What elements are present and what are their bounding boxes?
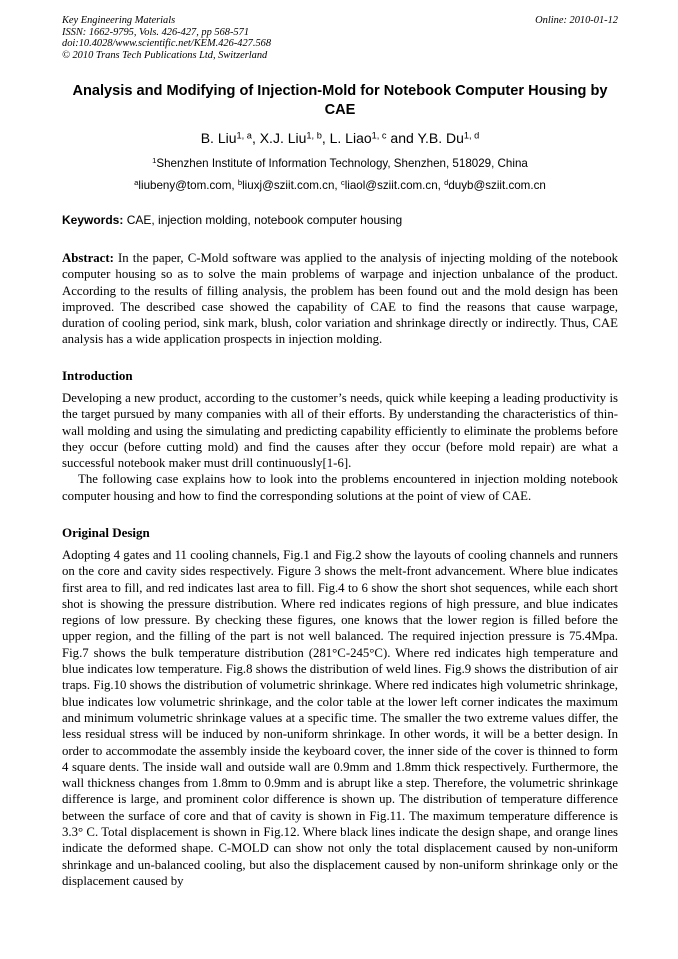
abstract-text: In the paper, C-Mold software was applied to the analysis of injecting molding of the notebook computer housing so as to solve the main problems of warpage and injection unbalance of the product. According to the results of filling analysis, the problem has been found out and the mold design has been improved. The described case showed the capability of CAE to find the reasons that cause warpage, duration of cooling period, sink mark, blush, color variation and shrinkage directly or indirectly. Thus, CAE analysis has a wide application prospects in injection molding. [62,251,618,347]
author: Y.B. Du$^{1, d}$ [417,130,480,146]
author: B. Liu$^{1, a}$, [200,130,260,146]
affiliation: $^1$Shenzhen Institute of Information Technology, Shenzhen, 518029, China [152,156,528,170]
paper-title: Analysis and Modifying of Injection-Mold for Notebook Computer Housing by CAE [72,83,608,118]
journal-name: Key Engineering Materials [62,15,176,26]
abstract [62,250,618,348]
abstract-label: Abstract: [62,251,114,265]
author: X.J. Liu$^{1, b}$, [259,130,330,146]
email-list [62,178,618,193]
doi-line: doi:10.4028/www.scientific.net/KEM.426-427.568 [62,38,272,50]
introduction-body [62,390,618,504]
paragraph: Developing a new product, according to the customer’s needs, quick while keeping a leading productivity is the target pursued by many companies with all of their efforts. By understanding the characteristics of thin-wall molding and using the simulating and predicting capability efficiently to eliminate the problems before they occur (before cutting mold) and find the causes after they occur (before mold repair) are what a successful notebook maker must drill continuously[1-6]. [62,391,618,471]
section-heading-introduction: Introduction [62,368,133,383]
email: $^c$liaol@sziit.com.cn, [340,178,445,192]
paragraph: Adopting 4 gates and 11 cooling channels, Fig.1 and Fig.2 show the layouts of cooling channels and runners on the core and cavity sides respectively. Figure 3 shows the melt-front advancement. Where blue indicates first area to fill, and red indicates last area to fill. Fig.4 to 6 show the short shot sequences, while each short shot is showing the pressure distribution. Where red indicates regions of high pressure, and blue indicates regions of low pressure. By checking these figures, one knows that the lower region is filled before the upper region, and the filling of the part is not well balanced. The required injection pressure is 75.4Mpa. Fig.7 shows the bulk temperature distribution (281°C-245°C). Where red indicates high temperature and blue indicates low temperature. Fig.8 shows the distribution of weld lines. Fig.9 shows the distribution of air traps. Fig.10 shows the distribution of volumetric shrinkage. Where red indicates high volumetric shrinkage, blue indicates low volumetric shrinkage, and the color table at the lower left corner indicates the maximum and minimum volumetric shrinkage values at a specific time. The smaller the two extreme values differ, the less residual stress will be induced by non-uniform shrinkage. In other words, it will be a better design. In order to accommodate the assembly inside the keyboard cover, the inner side of the cover is thinned to form 4 square dents. The inside wall and outside wall are 0.9mm and 1.8mm thick respectively. Furthermore, the wall thickness changes from 1.8mm to 0.9mm and is abrupt like a step. Therefore, the volumetric shrinkage difference is large, and prominent color difference is shown up. The distribution of temperature difference between the surface of core and that of cavity is shown in Fig.11. The maximum temperature difference is 3.3° C. Total displacement is shown in Fig.12. Where black lines indicate the design shape, and orange lines indicate the deformed shape. C-MOLD can show not only the total displacement caused by non-uniform shrinkage and un-balanced cooling, but also the displacement caused by non-uniform shrinkage only or the displacement caused by [62,548,618,888]
author-list [62,129,618,147]
email: $^d$duyb@sziit.com.cn [444,178,546,192]
journal-header [62,15,618,61]
issn-line: ISSN: 1662-9795, Vols. 426-427, pp 568-571 [62,26,250,38]
keywords-text: CAE, injection molding, notebook computer housing [123,213,403,227]
section-heading-original-design: Original Design [62,525,150,540]
author: L. Liao$^{1, c}$ and [329,130,418,146]
online-date: Online: 2010-01-12 [535,15,618,26]
original-design-body [62,547,618,889]
paragraph: The following case explains how to look into the problems encountered in injection molding notebook computer housing and how to find the corresponding solutions at the point of view of CAE. [62,472,618,503]
copyright-line: © 2010 Trans Tech Publications Ltd, Switzerland [62,49,268,61]
keywords-label: Keywords: [62,213,124,227]
keywords-line [62,212,618,228]
email: $^a$liubeny@tom.com, [134,178,238,192]
email: $^b$liuxj@sziit.com.cn, [237,178,341,192]
